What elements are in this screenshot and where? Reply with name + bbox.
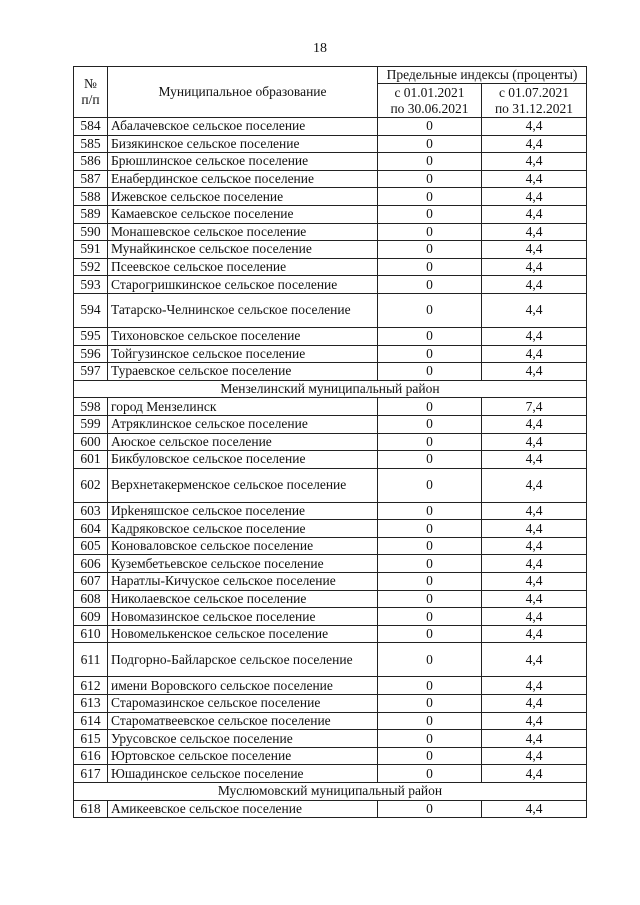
- index-period-1: 0: [378, 415, 482, 433]
- table-row: [74, 747, 587, 765]
- index-period-2: 4,4: [482, 590, 587, 608]
- row-number: 585: [74, 135, 108, 153]
- index-period-1: 0: [378, 241, 482, 259]
- column-header-number: [74, 67, 108, 118]
- municipality-name: Аюское сельское поселение: [108, 433, 378, 451]
- table-row: [74, 135, 587, 153]
- row-number: 605: [74, 537, 108, 555]
- index-period-2: 4,4: [482, 258, 587, 276]
- municipality-name: Монашевское сельское поселение: [108, 223, 378, 241]
- row-number: 587: [74, 170, 108, 188]
- municipality-name: Урусовское сельское поселение: [108, 730, 378, 748]
- index-period-2: 4,4: [482, 468, 587, 502]
- index-period-1: 0: [378, 643, 482, 677]
- index-period-2: 4,4: [482, 135, 587, 153]
- index-period-2: 4,4: [482, 153, 587, 171]
- row-number: 611: [74, 643, 108, 677]
- municipality-name: Бикбуловское сельское поселение: [108, 451, 378, 469]
- row-number: 584: [74, 118, 108, 136]
- table-row: [74, 695, 587, 713]
- table-body: [74, 118, 587, 818]
- index-period-1: 0: [378, 730, 482, 748]
- period-2-start: с 01.07.2021: [498, 84, 570, 100]
- row-number: 589: [74, 205, 108, 223]
- table-row: [74, 451, 587, 469]
- municipality-name: Наратлы-Кичуское сельское поселение: [108, 573, 378, 591]
- table-row: [74, 241, 587, 259]
- table-row: [74, 258, 587, 276]
- column-header-indices-group: Предельные индексы (проценты): [378, 67, 587, 84]
- row-number: 614: [74, 712, 108, 730]
- index-period-2: 4,4: [482, 608, 587, 626]
- municipality-name: Татарско-Челнинское сельское поселение: [108, 293, 378, 327]
- period-2-end: по 31.12.2021: [494, 100, 574, 116]
- index-period-1: 0: [378, 170, 482, 188]
- index-period-2: 4,4: [482, 625, 587, 643]
- row-number: 600: [74, 433, 108, 451]
- index-period-2: 4,4: [482, 451, 587, 469]
- row-number: 604: [74, 520, 108, 538]
- index-period-1: 0: [378, 765, 482, 783]
- index-period-2: 4,4: [482, 520, 587, 538]
- table-row: [74, 643, 587, 677]
- municipality-name: Коноваловское сельское поселение: [108, 537, 378, 555]
- index-period-1: 0: [378, 135, 482, 153]
- index-period-1: 0: [378, 276, 482, 294]
- table-row: [74, 170, 587, 188]
- table-row: [74, 468, 587, 502]
- municipality-name: Тихоновское сельское поселение: [108, 327, 378, 345]
- page-number: 18: [313, 41, 327, 56]
- index-period-1: 0: [378, 205, 482, 223]
- municipality-name: Старогришкинское сельское поселение: [108, 276, 378, 294]
- table-row: [74, 555, 587, 573]
- index-period-2: 4,4: [482, 573, 587, 591]
- municipality-name: Камаевское сельское поселение: [108, 205, 378, 223]
- row-number: 594: [74, 293, 108, 327]
- municipality-name: Тойгузинское сельское поселение: [108, 345, 378, 363]
- row-number: 586: [74, 153, 108, 171]
- table-row: [74, 276, 587, 294]
- index-period-1: 0: [378, 695, 482, 713]
- municipality-name: Юртовское сельское поселение: [108, 747, 378, 765]
- municipality-name: Амикеевское сельское поселение: [108, 800, 378, 818]
- index-period-1: 0: [378, 433, 482, 451]
- table-row: [74, 520, 587, 538]
- index-period-1: 0: [378, 468, 482, 502]
- column-header-number-line1: №: [84, 76, 97, 91]
- index-period-2: 4,4: [482, 643, 587, 677]
- index-period-1: 0: [378, 625, 482, 643]
- index-period-2: 4,4: [482, 327, 587, 345]
- index-period-1: 0: [378, 223, 482, 241]
- index-period-2: 4,4: [482, 276, 587, 294]
- index-period-2: 4,4: [482, 188, 587, 206]
- index-period-2: 4,4: [482, 712, 587, 730]
- index-period-2: 4,4: [482, 363, 587, 381]
- municipality-name: Ижевское сельское поселение: [108, 188, 378, 206]
- table-row: [74, 712, 587, 730]
- table-row: [74, 327, 587, 345]
- row-number: 590: [74, 223, 108, 241]
- column-header-period-1: [378, 84, 482, 118]
- municipality-name: Староматвеевское сельское поселение: [108, 712, 378, 730]
- index-period-1: 0: [378, 293, 482, 327]
- index-period-1: 0: [378, 398, 482, 416]
- column-header-municipality: Муниципальное образование: [108, 67, 378, 118]
- index-period-1: 0: [378, 118, 482, 136]
- row-number: 596: [74, 345, 108, 363]
- row-number: 593: [74, 276, 108, 294]
- index-period-1: 0: [378, 573, 482, 591]
- municipality-name: Кузембетьевское сельское поселение: [108, 555, 378, 573]
- index-period-1: 0: [378, 345, 482, 363]
- table-row: [74, 153, 587, 171]
- index-period-2: 4,4: [482, 345, 587, 363]
- table-row: [74, 223, 587, 241]
- row-number: 588: [74, 188, 108, 206]
- municipality-name: Старомазинское сельское поселение: [108, 695, 378, 713]
- index-period-2: 7,4: [482, 398, 587, 416]
- municipality-name: Новомелькенское сельское поселение: [108, 625, 378, 643]
- row-number: 606: [74, 555, 108, 573]
- row-number: 612: [74, 677, 108, 695]
- table-row: [74, 502, 587, 520]
- municipality-name: Енабердинское сельское поселение: [108, 170, 378, 188]
- index-period-2: 4,4: [482, 765, 587, 783]
- index-period-1: 0: [378, 537, 482, 555]
- row-number: 595: [74, 327, 108, 345]
- index-period-1: 0: [378, 555, 482, 573]
- index-period-2: 4,4: [482, 205, 587, 223]
- table-row: [74, 188, 587, 206]
- index-period-2: 4,4: [482, 118, 587, 136]
- column-header-period-2: [482, 84, 587, 118]
- period-1-start: с 01.01.2021: [394, 84, 465, 100]
- section-title: Мензелинский муниципальный район: [74, 380, 587, 398]
- row-number: 603: [74, 502, 108, 520]
- index-period-1: 0: [378, 590, 482, 608]
- row-number: 591: [74, 241, 108, 259]
- index-period-1: 0: [378, 258, 482, 276]
- index-period-1: 0: [378, 188, 482, 206]
- index-period-1: 0: [378, 800, 482, 818]
- index-period-2: 4,4: [482, 170, 587, 188]
- table-row: [74, 730, 587, 748]
- index-period-1: 0: [378, 608, 482, 626]
- index-period-2: 4,4: [482, 433, 587, 451]
- index-period-2: 4,4: [482, 695, 587, 713]
- header-row: [74, 67, 587, 84]
- column-header-number-line2: п/п: [81, 92, 100, 107]
- municipality-name: Ирkеняшское сельское поселение: [108, 502, 378, 520]
- index-period-1: 0: [378, 153, 482, 171]
- index-period-1: 0: [378, 677, 482, 695]
- index-period-2: 4,4: [482, 223, 587, 241]
- index-period-1: 0: [378, 502, 482, 520]
- municipality-name: Мунайкинское сельское поселение: [108, 241, 378, 259]
- section-row: [74, 783, 587, 801]
- row-number: 598: [74, 398, 108, 416]
- row-number: 617: [74, 765, 108, 783]
- index-period-2: 4,4: [482, 747, 587, 765]
- index-period-2: 4,4: [482, 677, 587, 695]
- municipality-name: Юшадинское сельское поселение: [108, 765, 378, 783]
- municipality-name: Тураевское сельское поселение: [108, 363, 378, 381]
- table-row: [74, 590, 587, 608]
- row-number: 592: [74, 258, 108, 276]
- index-period-1: 0: [378, 712, 482, 730]
- table-row: [74, 573, 587, 591]
- index-period-1: 0: [378, 520, 482, 538]
- row-number: 599: [74, 415, 108, 433]
- row-number: 608: [74, 590, 108, 608]
- row-number: 607: [74, 573, 108, 591]
- index-period-1: 0: [378, 327, 482, 345]
- municipality-name: имени Воровского сельское поселение: [108, 677, 378, 695]
- index-period-2: 4,4: [482, 555, 587, 573]
- municipality-name: Кадряковское сельское поселение: [108, 520, 378, 538]
- table-row: [74, 345, 587, 363]
- table-row: [74, 433, 587, 451]
- municipality-name: город Мензелинск: [108, 398, 378, 416]
- row-number: 609: [74, 608, 108, 626]
- municipality-name: Брюшлинское сельское поселение: [108, 153, 378, 171]
- index-period-2: 4,4: [482, 800, 587, 818]
- index-period-1: 0: [378, 747, 482, 765]
- municipality-name: Подгорно-Байларское сельское поселение: [108, 643, 378, 677]
- row-number: 613: [74, 695, 108, 713]
- indices-table: [73, 66, 587, 818]
- section-title: Муслюмовский муниципальный район: [74, 783, 587, 801]
- table-row: [74, 800, 587, 818]
- index-period-2: 4,4: [482, 730, 587, 748]
- row-number: 615: [74, 730, 108, 748]
- row-number: 618: [74, 800, 108, 818]
- table-row: [74, 293, 587, 327]
- period-1-end: по 30.06.2021: [390, 100, 469, 116]
- municipality-name: Новомазинское сельское поселение: [108, 608, 378, 626]
- row-number: 610: [74, 625, 108, 643]
- section-row: [74, 380, 587, 398]
- index-period-1: 0: [378, 363, 482, 381]
- table-row: [74, 765, 587, 783]
- municipality-name: Атряклинское сельское поселение: [108, 415, 378, 433]
- municipality-name: Абалачевское сельское поселение: [108, 118, 378, 136]
- table-row: [74, 625, 587, 643]
- row-number: 597: [74, 363, 108, 381]
- table-row: [74, 537, 587, 555]
- municipality-name: Николаевское сельское поселение: [108, 590, 378, 608]
- table-row: [74, 398, 587, 416]
- municipality-name: Псеевское сельское поселение: [108, 258, 378, 276]
- index-period-2: 4,4: [482, 502, 587, 520]
- index-period-2: 4,4: [482, 537, 587, 555]
- index-period-2: 4,4: [482, 293, 587, 327]
- row-number: 601: [74, 451, 108, 469]
- table-row: [74, 677, 587, 695]
- row-number: 616: [74, 747, 108, 765]
- table-row: [74, 205, 587, 223]
- table-row: [74, 415, 587, 433]
- row-number: 602: [74, 468, 108, 502]
- table-row: [74, 118, 587, 136]
- index-period-1: 0: [378, 451, 482, 469]
- index-period-2: 4,4: [482, 415, 587, 433]
- municipality-name: Верхнетакерменское сельское поселение: [108, 468, 378, 502]
- index-period-2: 4,4: [482, 241, 587, 259]
- table-row: [74, 363, 587, 381]
- municipality-name: Бизякинское сельское поселение: [108, 135, 378, 153]
- table-row: [74, 608, 587, 626]
